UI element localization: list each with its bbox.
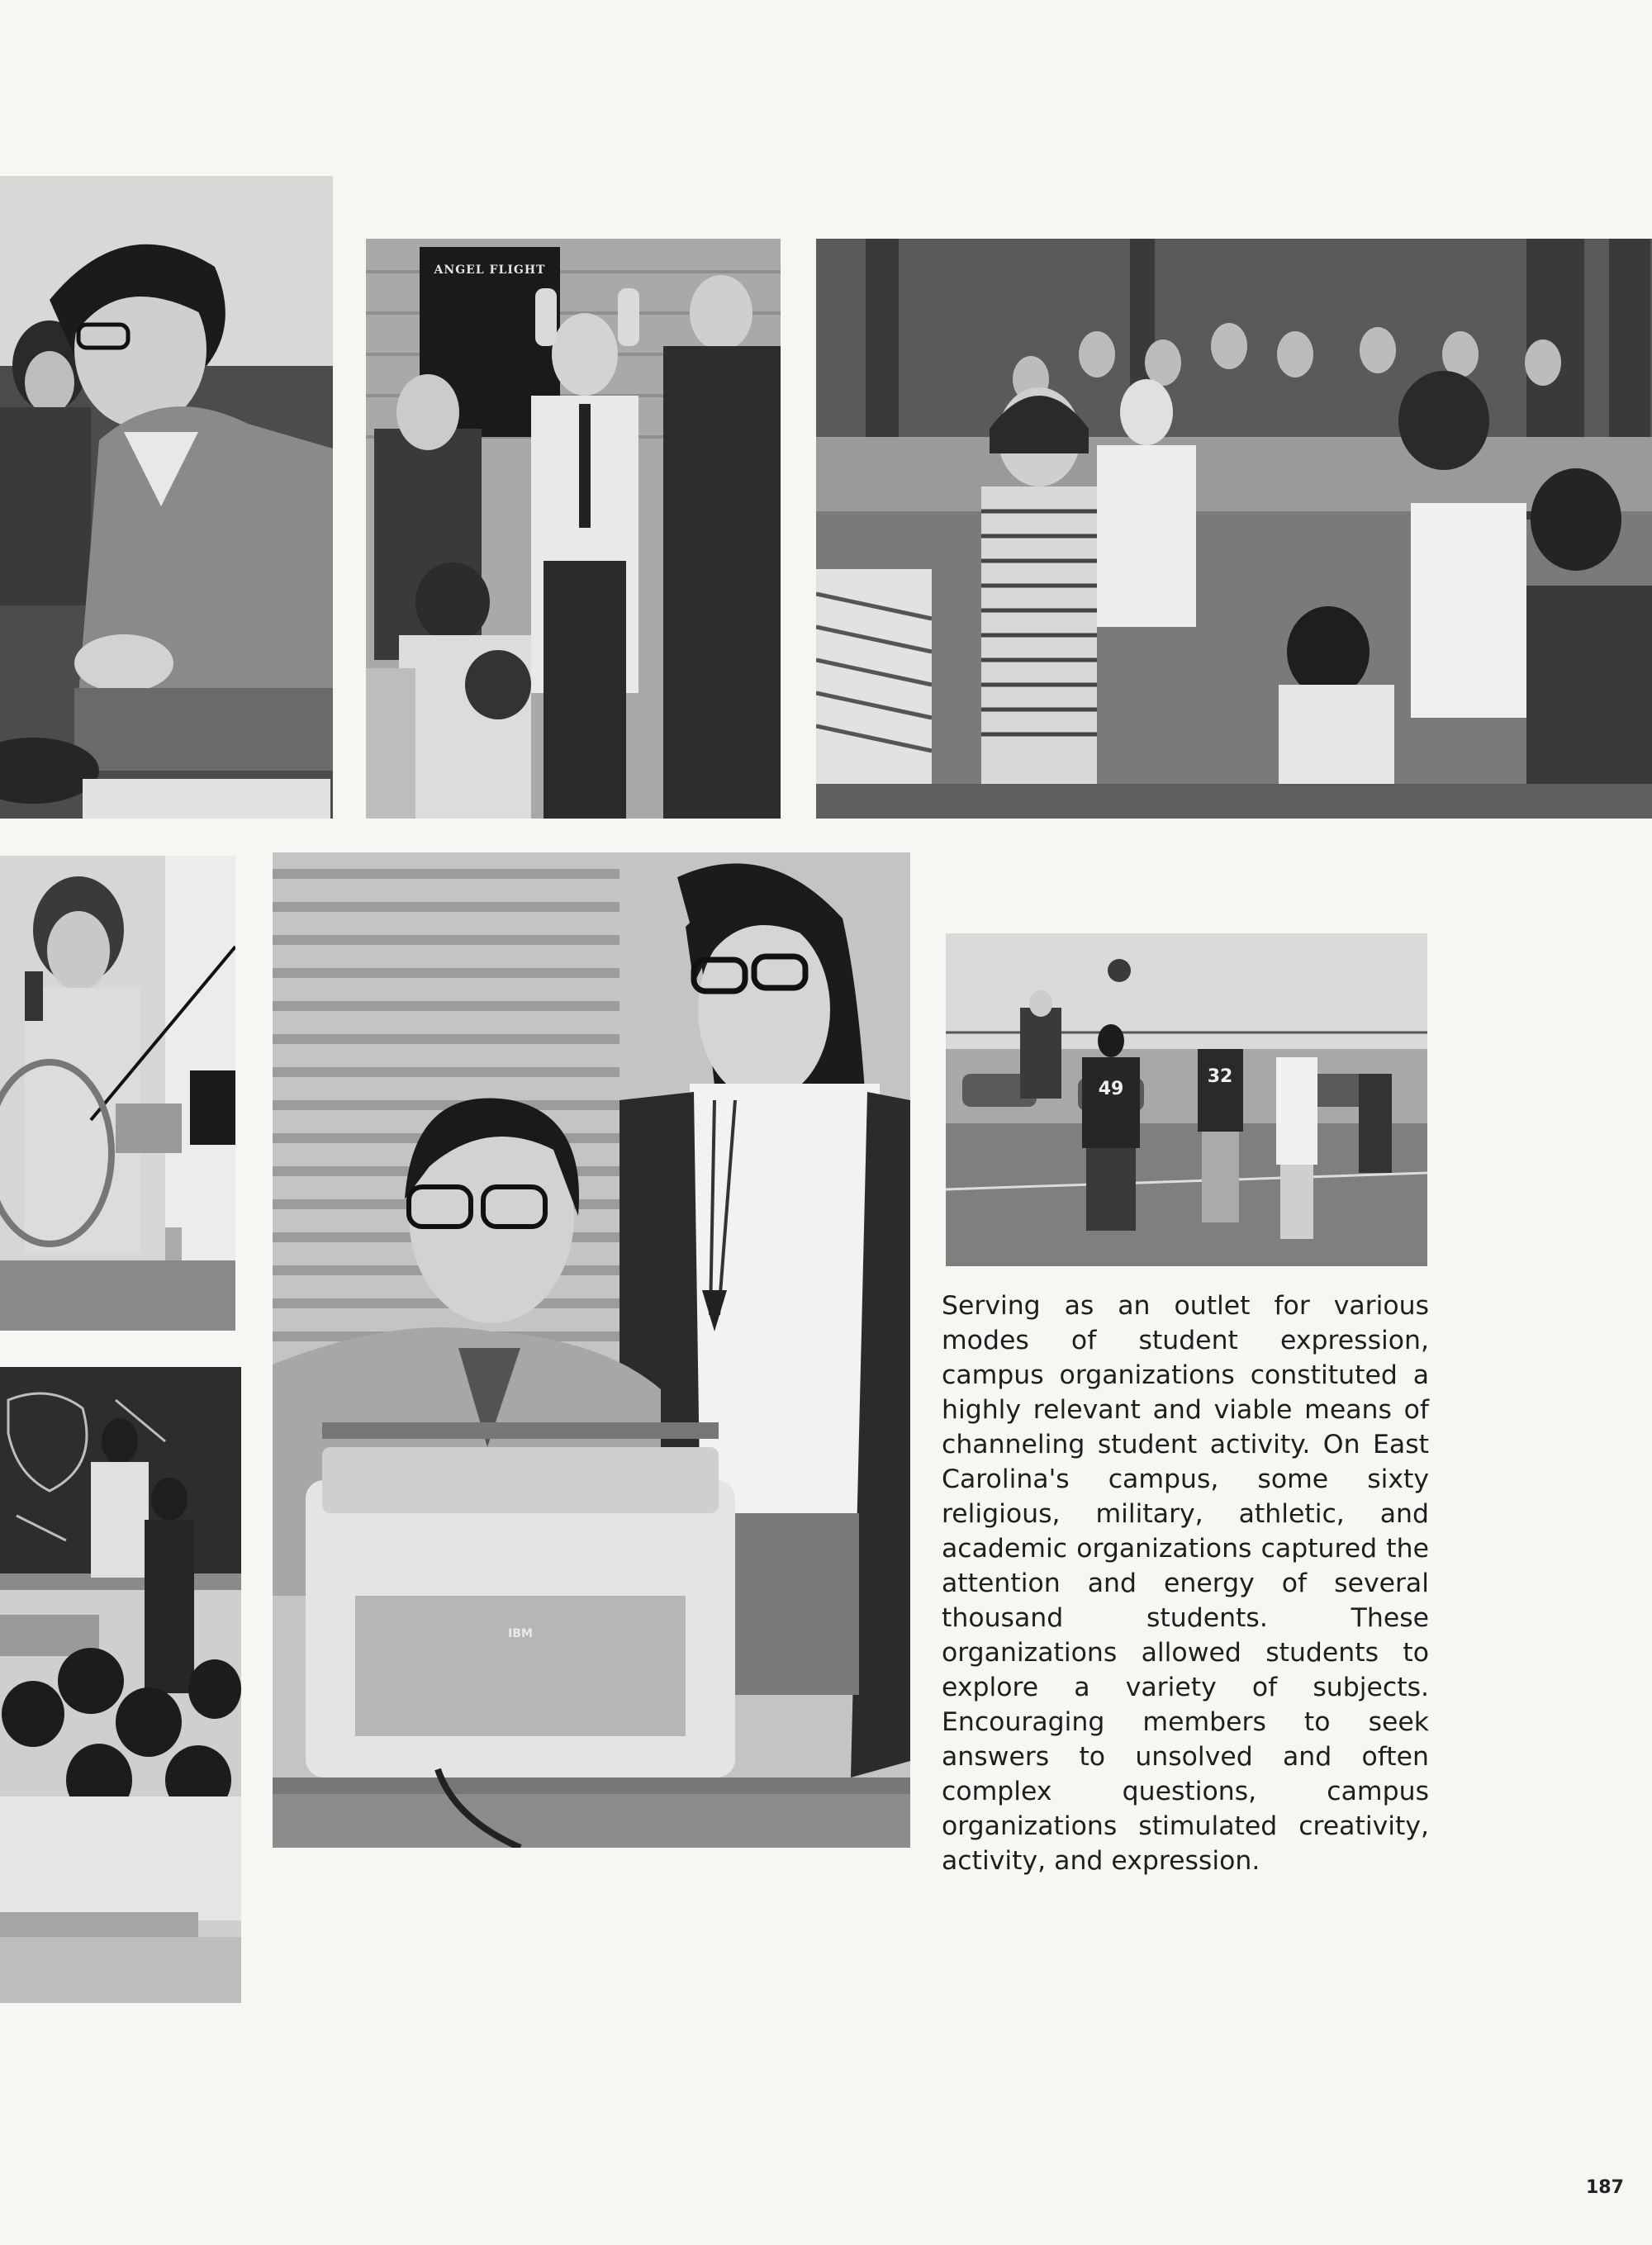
ibm-logo: IBM xyxy=(508,1627,533,1640)
photo-angel-flight xyxy=(366,239,781,819)
angel-flight-sign: ANGEL FLIGHT xyxy=(434,263,546,277)
photo-typewriter xyxy=(273,852,910,1848)
photo-student-seated xyxy=(0,176,333,819)
jersey-number-32: 32 xyxy=(1207,1066,1233,1087)
page-number: 187 xyxy=(1586,2177,1624,2198)
photo-outdoor-gathering xyxy=(816,239,1652,819)
photo-classroom xyxy=(0,1367,241,2003)
body-text: Serving as an outlet for various modes of student expression, campus organizations constituted a highly relevant and viable means of channeling student activity. On East Carolina's campus, some sixty religious, military, athletic, and academic organizations captured the attention and energy of several thousand students. These organizations allowed students to explore a variety of subjects. Encouraging members to seek answers to unsolved and often complex questions, campus organizations stimulated creativity, activity, and expression. xyxy=(942,1291,1429,1876)
jersey-number-49: 49 xyxy=(1098,1079,1124,1099)
photo-volleyball xyxy=(946,933,1427,1266)
photo-laboratory xyxy=(0,856,235,1331)
